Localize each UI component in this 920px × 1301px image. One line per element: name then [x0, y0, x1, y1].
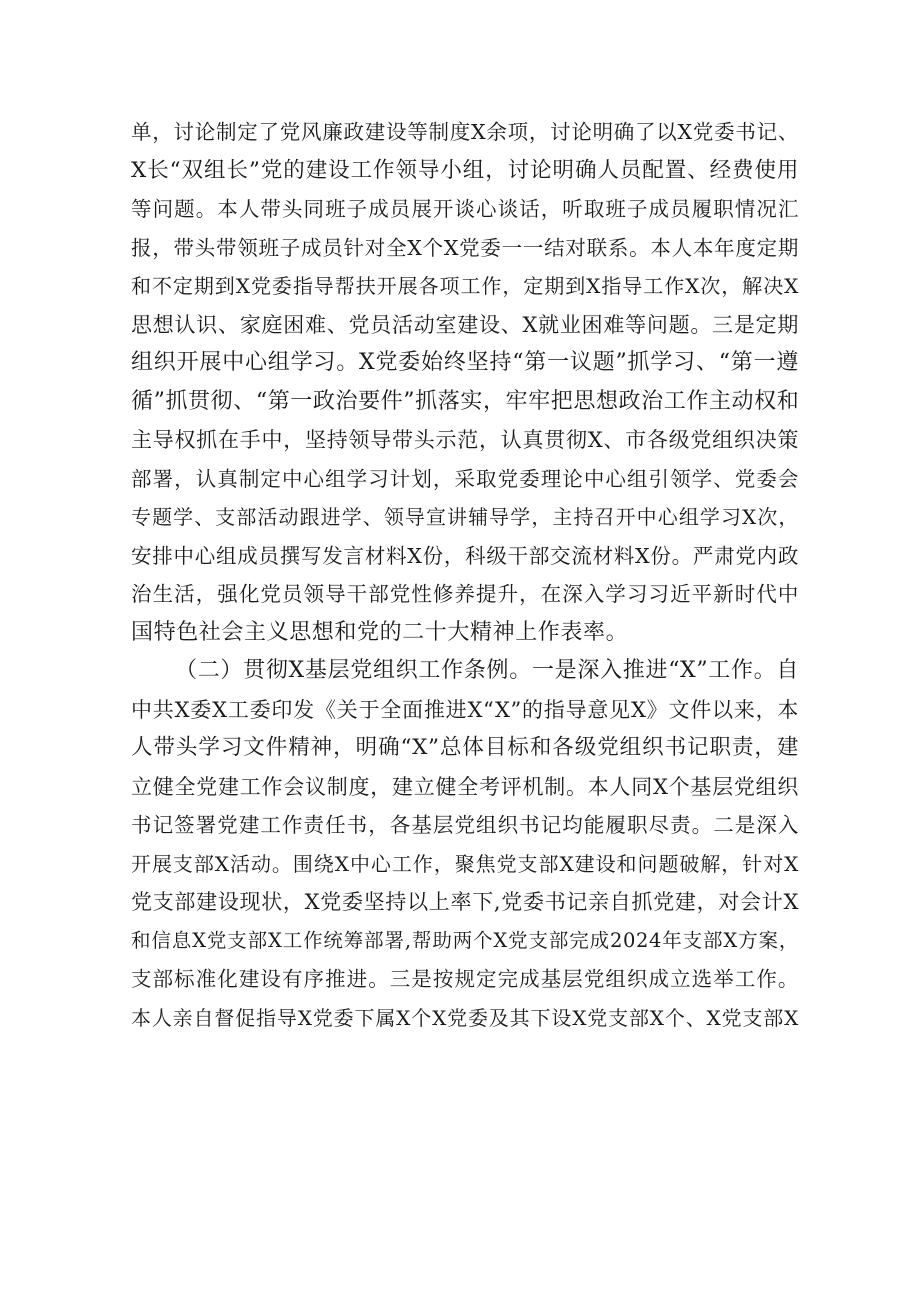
- text-line: 思想认识、家庭困难、党员活动室建设、X就业困难等问题。三是定期: [131, 312, 799, 337]
- text-line: 报，带头带领班子成员针对全X个X党委一一结对联系。本人本年度定期: [131, 235, 799, 260]
- text-line: 本人亲自督促指导X党委下属X个X党委及其下设X党支部X个、X党支部X: [131, 1005, 799, 1030]
- text-line: 组织开展中心组学习。X党委始终坚持“第一议题”抓学习、“第一遵: [131, 350, 799, 375]
- text-line: 专题学、支部活动跟进学、领导宣讲辅导学，主持召开中心组学习X次，: [131, 505, 799, 529]
- text-line: 循”抓贯彻、“第一政治要件”抓落实，牢牢把思想政治工作主动权和: [131, 388, 800, 414]
- text-line: 和不定期到X党委指导帮扶开展各项工作，定期到X指导工作X次，解决X: [131, 274, 799, 298]
- text-line: 部署，认真制定中心组学习计划，采取党委理论中心组引领学、党委会: [131, 466, 799, 491]
- text-line: 支部标准化建设有序推进。三是按规定完成基层党组织成立选举工作。: [131, 967, 799, 991]
- text-line: 主导权抓在手中，坚持领导带头示范，认真贯彻X、市各级党组织决策: [131, 428, 799, 452]
- body-text: [131, 113, 799, 1037]
- text-line: X长“双组长”党的建设工作领导小组，讨论明确人员配置、经费使用: [131, 157, 799, 183]
- text-line: 立健全党建工作会议制度，建立健全考评机制。本人同X个基层党组织: [131, 774, 799, 799]
- text-line: （二）贯彻X基层党组织工作条例。一是深入推进“X”工作。自: [175, 658, 799, 683]
- text-line: 人带头学习文件精神，明确“X”总体目标和各级党组织书记职责，建: [131, 735, 799, 760]
- text-line: 安排中心组成员撰写发言材料X份，科级干部交流材料X份。严肃党内政: [131, 543, 799, 568]
- text-line: 党支部建设现状，X党委坚持以上率下,党委书记亲自抓党建，对会计X: [131, 890, 799, 914]
- text-line: 书记签署党建工作责任书，各基层党组织书记均能履职尽责。二是深入: [131, 813, 799, 837]
- text-line: 中共X委X工委印发《关于全面推进X“X”的指导意见X》文件以来，本: [131, 697, 799, 722]
- text-line: 等问题。本人带头同班子成员展开谈心谈话，听取班子成员履职情况汇: [131, 197, 799, 221]
- text-line: 开展支部X活动。围绕X中心工作，聚焦党支部X建设和问题破解，针对X: [131, 851, 799, 876]
- text-line: 治生活，强化党员领导干部党性修养提升，在深入学习习近平新时代中: [131, 582, 799, 606]
- text-line: 和信息X党支部X工作统筹部署,帮助两个X党支部完成2024年支部X方案，: [131, 928, 799, 952]
- text-line: 国特色社会主义思想和党的二十大精神上作表率。: [131, 619, 629, 645]
- text-line: 单，讨论制定了党风廉政建设等制度X余项，讨论明确了以X党委书记、: [131, 120, 799, 144]
